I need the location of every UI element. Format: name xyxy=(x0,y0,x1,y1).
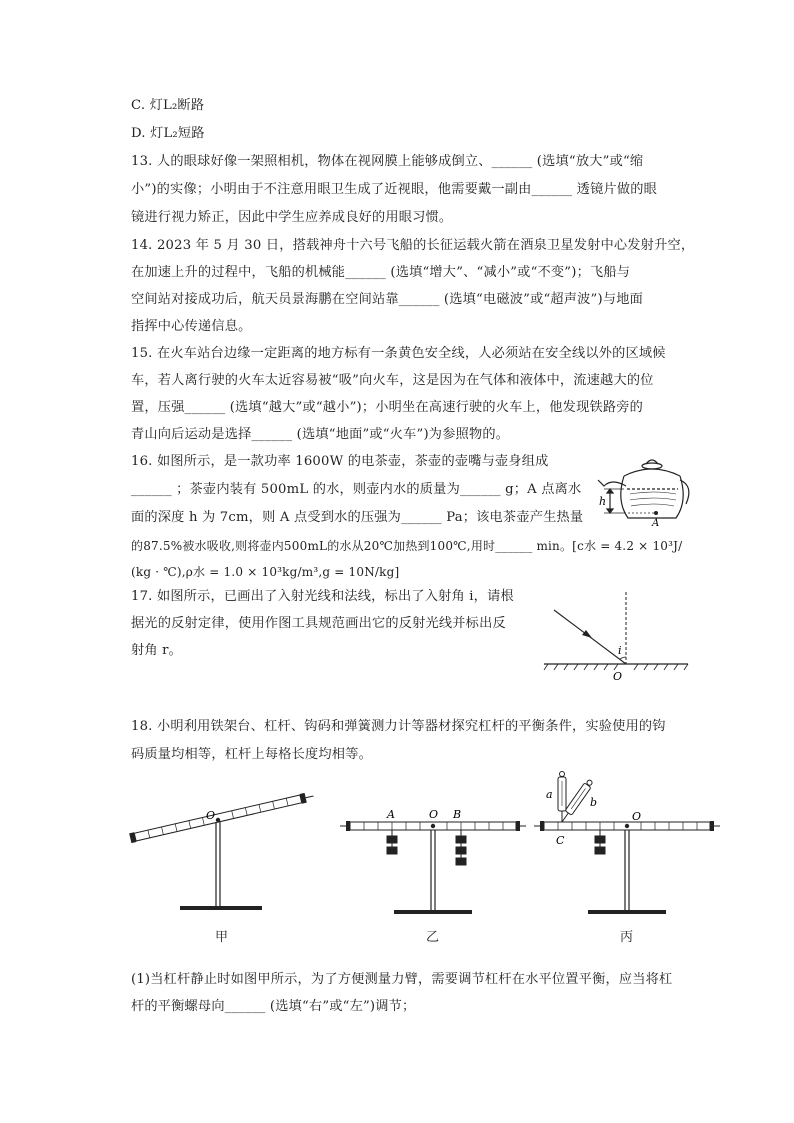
lever-yi-a-label: A xyxy=(387,808,395,821)
q18-1-line1: (1)当杠杆静止时如图甲所示，为了方便测量力臂，需要调节杠杆在水平位置平衡，应当将杠 xyxy=(131,972,673,987)
q17-line2: 据光的反射定律，使用作图工具规范画出它的反射光线并标出反 xyxy=(131,616,506,631)
lever-jia-bar xyxy=(129,791,314,843)
q18-1-line2: 杆的平衡螺母向______ (选填“右”或“左”)调节； xyxy=(131,999,416,1014)
lever-bing-base xyxy=(588,910,666,914)
spring-scale-b xyxy=(559,778,598,824)
q15-line1: 15. 在火车站台边缘一定距离的地方标有一条黄色安全线，人必须站在安全线以外的区域候 xyxy=(131,346,666,361)
q16-line1: 16. 如图所示，是一款功率 1600W 的电茶壶，茶壶的壶嘴与壶身组成 xyxy=(131,454,549,469)
q15-line3: 置，压强______ (选填“越大”或“越小”)；小明坐在高速行驶的火车上，他发现铁路旁的 xyxy=(131,400,644,415)
q14-line1: 14. 2023 年 5 月 30 日，搭载神舟十六号飞船的长征运载火箭在酒泉卫星发射中心发射升空， xyxy=(131,238,695,253)
q16-line5: (kg · ℃),ρ水 = 1.0 × 10³kg/m³,g = 10N/kg] xyxy=(131,565,400,579)
q13-line2: 小”)的实像；小明由于不注意用眼卫生成了近视眼，他需要戴一副由______ 透镜片做的眼 xyxy=(131,182,658,197)
point-o-label: O xyxy=(613,670,623,682)
lever-jia-base xyxy=(180,906,262,910)
lever-yi-base xyxy=(394,910,472,914)
point-a-dot xyxy=(654,511,658,515)
q17-line3: 射角 r。 xyxy=(131,643,183,658)
incident-ray-arrow xyxy=(582,630,592,638)
spring-scale-a xyxy=(558,772,566,823)
lever-yi-pivot xyxy=(431,824,435,828)
lever-jia-figure xyxy=(128,788,328,918)
reflection-figure xyxy=(540,590,692,682)
q16-line4: 的87.5%被水吸收,则将壶内500mL的水从20℃加热到100℃,用时______ min。[c水 = 4.2 × 10³J/ xyxy=(131,539,683,553)
scale-b-label: b xyxy=(590,796,598,809)
teapot-drawing xyxy=(598,460,689,518)
weights-b xyxy=(456,830,466,865)
option-d: D. 灯L₂短路 xyxy=(131,126,205,141)
q16-line2: ______ ；茶壶内装有 500mL 的水，则壶内水的质量为______ g；A 点离水 xyxy=(131,482,582,497)
weights-a xyxy=(387,830,397,854)
teapot-h-label: h xyxy=(599,495,607,508)
q14-line4: 指挥中心传递信息。 xyxy=(131,319,252,334)
option-c: C. 灯L₂断路 xyxy=(131,98,205,113)
q14-line3: 空间站对接成功后，航天员景海鹏在空间站靠______ (选填“电磁波”或“超声波”)与地面 xyxy=(131,292,644,307)
lever-yi-b-label: B xyxy=(453,808,462,821)
caption-jia: 甲 xyxy=(215,930,229,945)
scale-a-label: a xyxy=(546,788,553,801)
angle-arc xyxy=(620,657,626,659)
lever-bing-o-label: O xyxy=(632,810,642,823)
lever-jia-o-label: O xyxy=(206,809,216,822)
q13-line3: 镜进行视力矫正，因此中学生应养成良好的用眼习惯。 xyxy=(131,210,453,225)
lever-bing-c-label: C xyxy=(556,834,565,847)
angle-i-label: i xyxy=(618,644,622,657)
lever-yi-o-label: O xyxy=(429,808,439,821)
teapot-a-label: A xyxy=(652,518,660,528)
q15-line2: 车，若人离行驶的火车太近容易被“吸”向火车，这是因为在气体和液体中，流速越大的位 xyxy=(131,373,654,388)
teapot-figure xyxy=(594,456,699,528)
lever-yi-figure xyxy=(338,800,528,920)
q17-line1: 17. 如图所示，已画出了入射光线和法线，标出了入射角 i，请根 xyxy=(131,589,514,604)
q13-line1: 13. 人的眼球好像一架照相机，物体在视网膜上能够成倒立、______ (选填“放大”或“缩 xyxy=(131,154,644,169)
q18-line1: 18. 小明利用铁架台、杠杆、钩码和弹簧测力计等器材探究杠杆的平衡条件，实验使用的钩 xyxy=(131,719,666,734)
q18-line2: 码质量均相等，杠杆上每格长度均相等。 xyxy=(131,747,372,762)
caption-yi: 乙 xyxy=(426,930,440,945)
q15-line4: 青山向后运动是选择______ (选填“地面”或“火车”)为参照物的。 xyxy=(131,427,510,442)
caption-bing: 丙 xyxy=(620,930,634,945)
lever-bing-pivot xyxy=(625,824,629,828)
q16-line3: 面的深度 h 为 7cm，则 A 点受到水的压强为______ Pa；该电茶壶产生热量 xyxy=(131,510,584,525)
lever-jia-pivot xyxy=(216,818,220,822)
q14-line2: 在加速上升的过程中，飞船的机械能______ (选填“增大”、“减小”或“不变”)；飞船与 xyxy=(131,265,631,280)
weights-bing xyxy=(595,830,605,854)
lever-bing-figure xyxy=(532,770,722,920)
